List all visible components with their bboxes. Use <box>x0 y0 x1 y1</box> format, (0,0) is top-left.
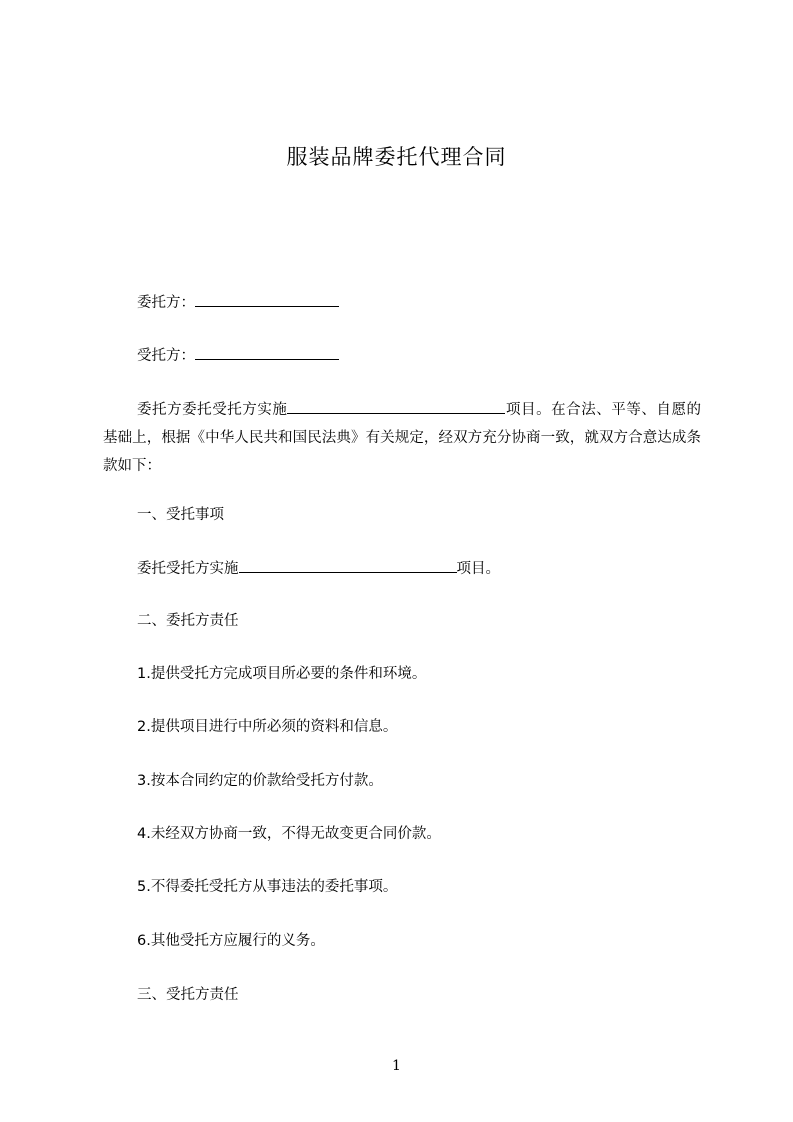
intro-text-after: 项目。在合法、平等、自愿的基础上，根据《中华人民共和国民法典》有关规定，经双方充分协商一致，就双方合意达成条款如下： <box>103 402 702 474</box>
principal-line <box>137 292 339 313</box>
principal-blank <box>195 292 339 307</box>
section2-item-5: 5.不得委托受托方从事违法的委托事项。 <box>137 879 398 895</box>
agent-blank <box>195 345 339 360</box>
section2-item-6: 6.其他受托方应履行的义务。 <box>137 933 325 949</box>
intro-project-blank <box>287 399 505 414</box>
section2-item-3: 3.按本合同约定的价款给受托方付款。 <box>137 773 383 789</box>
section1-line <box>137 558 500 579</box>
principal-label: 委托方： <box>137 295 195 311</box>
intro-paragraph <box>103 396 701 480</box>
section2-item-1: 1.提供受托方完成项目所必要的条件和环境。 <box>137 666 427 682</box>
page-number: 1 <box>392 1058 401 1074</box>
agent-label: 受托方： <box>137 348 195 364</box>
section1-heading: 一、受托事项 <box>137 507 224 523</box>
section1-project-blank <box>239 558 457 573</box>
document-title: 服装品牌委托代理合同 <box>286 145 507 169</box>
section1-text-after: 项目。 <box>456 561 500 577</box>
section1-text-before: 委托受托方实施 <box>137 561 239 577</box>
section2-heading: 二、委托方责任 <box>137 613 239 629</box>
section2-item-4: 4.未经双方协商一致，不得无故变更合同价款。 <box>137 826 441 842</box>
agent-line <box>137 345 339 366</box>
section2-item-2: 2.提供项目进行中所必须的资料和信息。 <box>137 719 398 735</box>
intro-text-before: 委托方委托受托方实施 <box>137 402 288 418</box>
section3-heading: 三、受托方责任 <box>137 987 239 1003</box>
